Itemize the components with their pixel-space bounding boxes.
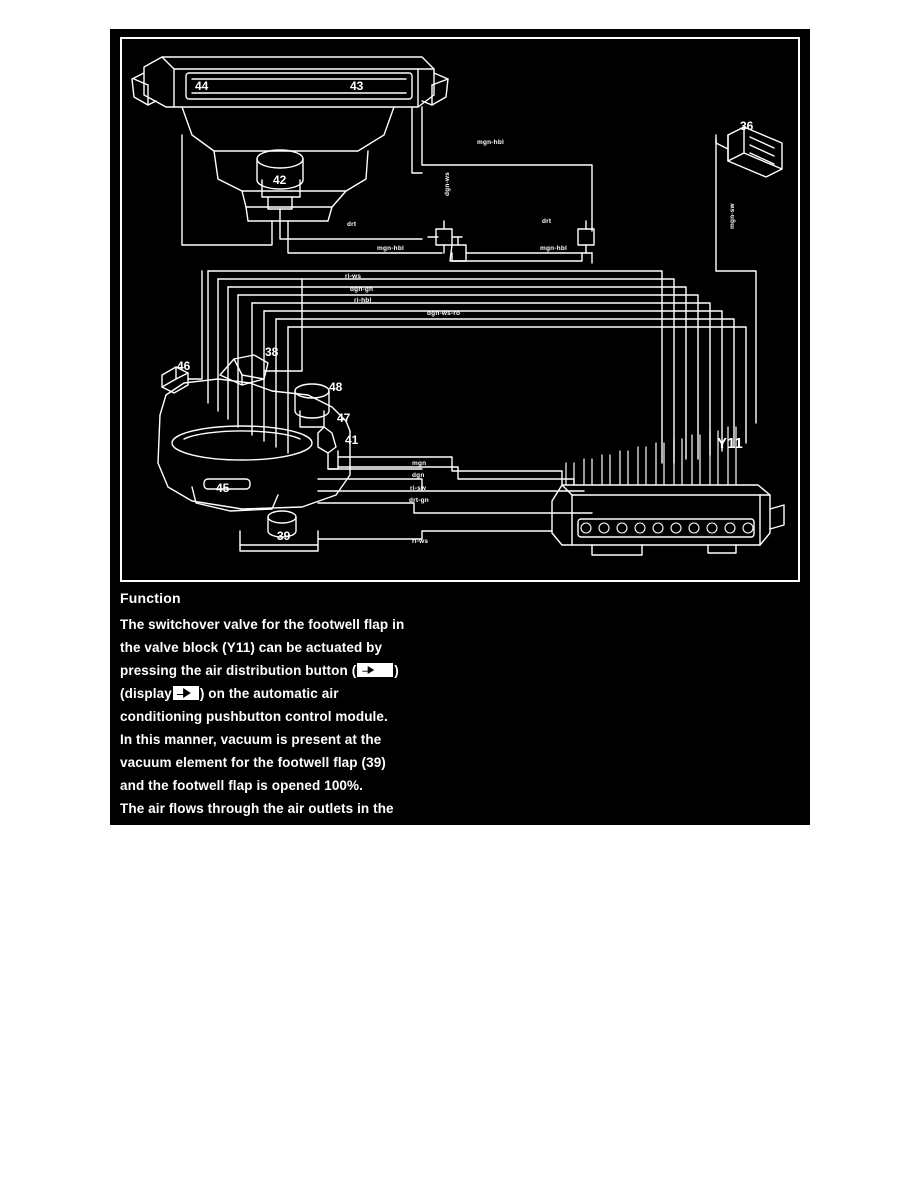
function-line-4-close: ) on the automatic air xyxy=(199,686,339,701)
wire-label-ri-hbl: ri-hbl xyxy=(354,297,372,304)
function-line-3-text: pressing the air distribution button ( xyxy=(120,663,357,678)
footwell-flap-display-icon xyxy=(173,686,199,700)
component-label-38: 38 xyxy=(265,345,279,359)
function-line-6: In this manner, vacuum is present at the xyxy=(120,732,382,747)
function-heading: Function xyxy=(120,590,181,606)
wire-label-dgn-gn: dgn-gn xyxy=(350,286,374,293)
function-line-8: and the footwell flap is opened 100%. xyxy=(120,778,363,793)
function-line-3-close: ) xyxy=(394,663,399,678)
wire-label-ri-ws: ri-ws xyxy=(345,273,362,280)
component-label-42: 42 xyxy=(273,173,287,187)
wire-label-dgn-ws: dgn-ws xyxy=(444,172,451,196)
component-label-44: 44 xyxy=(195,79,209,93)
component-label-43: 43 xyxy=(350,79,364,93)
function-body xyxy=(120,613,580,843)
component-label-47: 47 xyxy=(337,411,351,425)
wiring-diagram xyxy=(120,37,800,582)
function-line-1: The switchover valve for the footwell flap in xyxy=(120,617,405,632)
wire-label-dgn-ws-ro: dgn-ws-ro xyxy=(427,310,461,317)
function-line-5: conditioning pushbutton control module. xyxy=(120,709,388,724)
wire-label-drt-right: drt xyxy=(542,218,552,225)
function-text-block xyxy=(120,589,580,843)
wire-label-dgn: dgn xyxy=(412,472,425,479)
wire-label-mgn-sw: mgn-sw xyxy=(729,203,736,229)
diagram-panel xyxy=(110,29,810,839)
function-line-4-text: (display xyxy=(120,686,172,701)
component-label-41: 41 xyxy=(345,433,359,447)
wire-label-ri-ws-lower: ri-ws xyxy=(412,538,429,545)
function-line-7: vacuum element for the footwell flap (39) xyxy=(120,755,386,770)
component-label-36: 36 xyxy=(740,119,754,133)
function-line-3 xyxy=(120,659,580,682)
component-label-45: 45 xyxy=(216,481,230,495)
component-label-48: 48 xyxy=(329,380,343,394)
wire-label-ri-sw: ri-sw xyxy=(410,485,427,492)
wire-label-mgn-hbl-top: mgn-hbl xyxy=(477,139,505,146)
wire-label-drt-left: drt xyxy=(347,221,357,228)
air-distribution-button-icon xyxy=(357,663,393,677)
function-line-10: front footwell. xyxy=(120,824,211,839)
wire-label-drt-gn: drt-gn xyxy=(409,497,429,504)
component-label-y11: Y11 xyxy=(717,435,743,452)
function-line-2: the valve block (Y11) can be actuated by xyxy=(120,640,383,655)
component-label-39: 39 xyxy=(277,529,291,543)
component-label-46: 46 xyxy=(177,359,191,373)
wire-label-mgn: mgn xyxy=(412,460,427,467)
wire-label-mgn-hbl-right: mgn-hbl xyxy=(540,245,568,252)
function-line-4 xyxy=(120,682,580,705)
function-line-9: The air flows through the air outlets in the xyxy=(120,801,394,816)
wire-label-mgn-hbl-left: mgn-hbl xyxy=(377,245,405,252)
